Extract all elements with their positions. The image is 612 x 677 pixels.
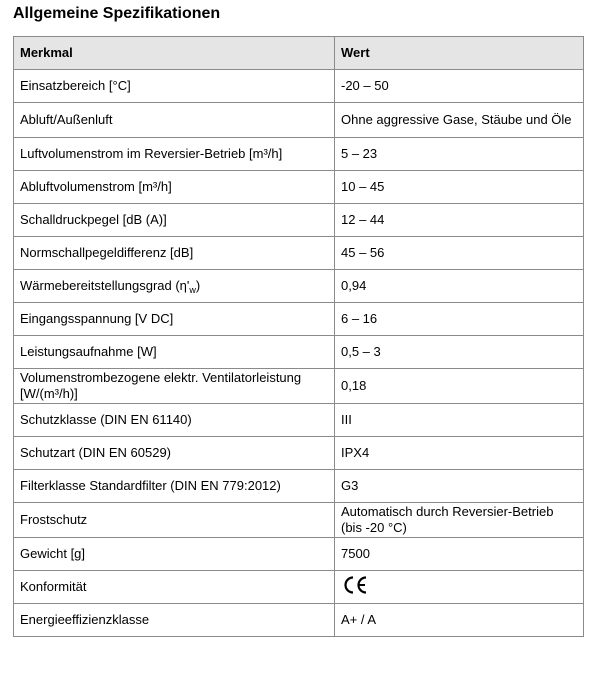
row-value: 45 – 56 bbox=[335, 237, 584, 270]
row-label: Schutzart (DIN EN 60529) bbox=[14, 437, 335, 470]
row-label: Filterklasse Standardfilter (DIN EN 779:2012) bbox=[14, 470, 335, 503]
table-row bbox=[14, 437, 584, 470]
table-row bbox=[14, 538, 584, 571]
table-row bbox=[14, 204, 584, 237]
row-label: Einsatzbereich [°C] bbox=[14, 70, 335, 103]
table-row bbox=[14, 171, 584, 204]
row-value: G3 bbox=[335, 470, 584, 503]
row-value: A+ / A bbox=[335, 604, 584, 637]
row-value: 12 – 44 bbox=[335, 204, 584, 237]
table-row bbox=[14, 103, 584, 138]
table-header-row bbox=[14, 37, 584, 70]
table-row bbox=[14, 571, 584, 604]
table-row bbox=[14, 270, 584, 303]
column-header-wert: Wert bbox=[335, 37, 584, 70]
row-label: Konformität bbox=[14, 571, 335, 604]
row-label: Eingangsspannung [V DC] bbox=[14, 303, 335, 336]
ce-mark-icon bbox=[341, 575, 369, 599]
table-row bbox=[14, 503, 584, 538]
row-label: Leistungsaufnahme [W] bbox=[14, 336, 335, 369]
row-value: III bbox=[335, 404, 584, 437]
column-header-merkmal: Merkmal bbox=[14, 37, 335, 70]
table-row bbox=[14, 470, 584, 503]
row-value: 0,5 – 3 bbox=[335, 336, 584, 369]
table-row bbox=[14, 70, 584, 103]
row-value: 7500 bbox=[335, 538, 584, 571]
row-value: 0,94 bbox=[335, 270, 584, 303]
table-row bbox=[14, 303, 584, 336]
row-value: 5 – 23 bbox=[335, 138, 584, 171]
row-value: -20 – 50 bbox=[335, 70, 584, 103]
row-value: 6 – 16 bbox=[335, 303, 584, 336]
row-value: 10 – 45 bbox=[335, 171, 584, 204]
page-title: Allgemeine Spezifikationen bbox=[13, 5, 221, 22]
table-row bbox=[14, 404, 584, 437]
table-row bbox=[14, 336, 584, 369]
row-label: Frostschutz bbox=[14, 503, 335, 538]
row-label: Abluftvolumenstrom [m³/h] bbox=[14, 171, 335, 204]
row-value bbox=[335, 571, 584, 604]
row-label-main: Wärmebereitstellungsgrad (η' bbox=[20, 278, 190, 293]
row-label: Schalldruckpegel [dB (A)] bbox=[14, 204, 335, 237]
row-value: 0,18 bbox=[335, 369, 584, 404]
row-label-subscript: w bbox=[189, 285, 196, 295]
row-label bbox=[14, 270, 335, 303]
row-value: Automatisch durch Reversier-Betrieb (bis -20 °C) bbox=[335, 503, 584, 538]
row-value: Ohne aggressive Gase, Stäube und Öle bbox=[335, 103, 584, 138]
table-row bbox=[14, 138, 584, 171]
row-label: Energieeffizienzklasse bbox=[14, 604, 335, 637]
row-label-end: ) bbox=[195, 278, 201, 293]
row-label: Schutzklasse (DIN EN 61140) bbox=[14, 404, 335, 437]
row-label: Gewicht [g] bbox=[14, 538, 335, 571]
row-label: Normschallpegeldifferenz [dB] bbox=[14, 237, 335, 270]
row-label: Volumenstrombezogene elektr. Ventilatorleistung [W/(m³/h)] bbox=[14, 369, 335, 404]
table-row bbox=[14, 237, 584, 270]
row-label: Luftvolumenstrom im Reversier-Betrieb [m³/h] bbox=[14, 138, 335, 171]
table-row bbox=[14, 369, 584, 404]
spec-table bbox=[13, 36, 584, 637]
row-value: IPX4 bbox=[335, 437, 584, 470]
row-label: Abluft/Außenluft bbox=[14, 103, 335, 138]
table-row bbox=[14, 604, 584, 637]
